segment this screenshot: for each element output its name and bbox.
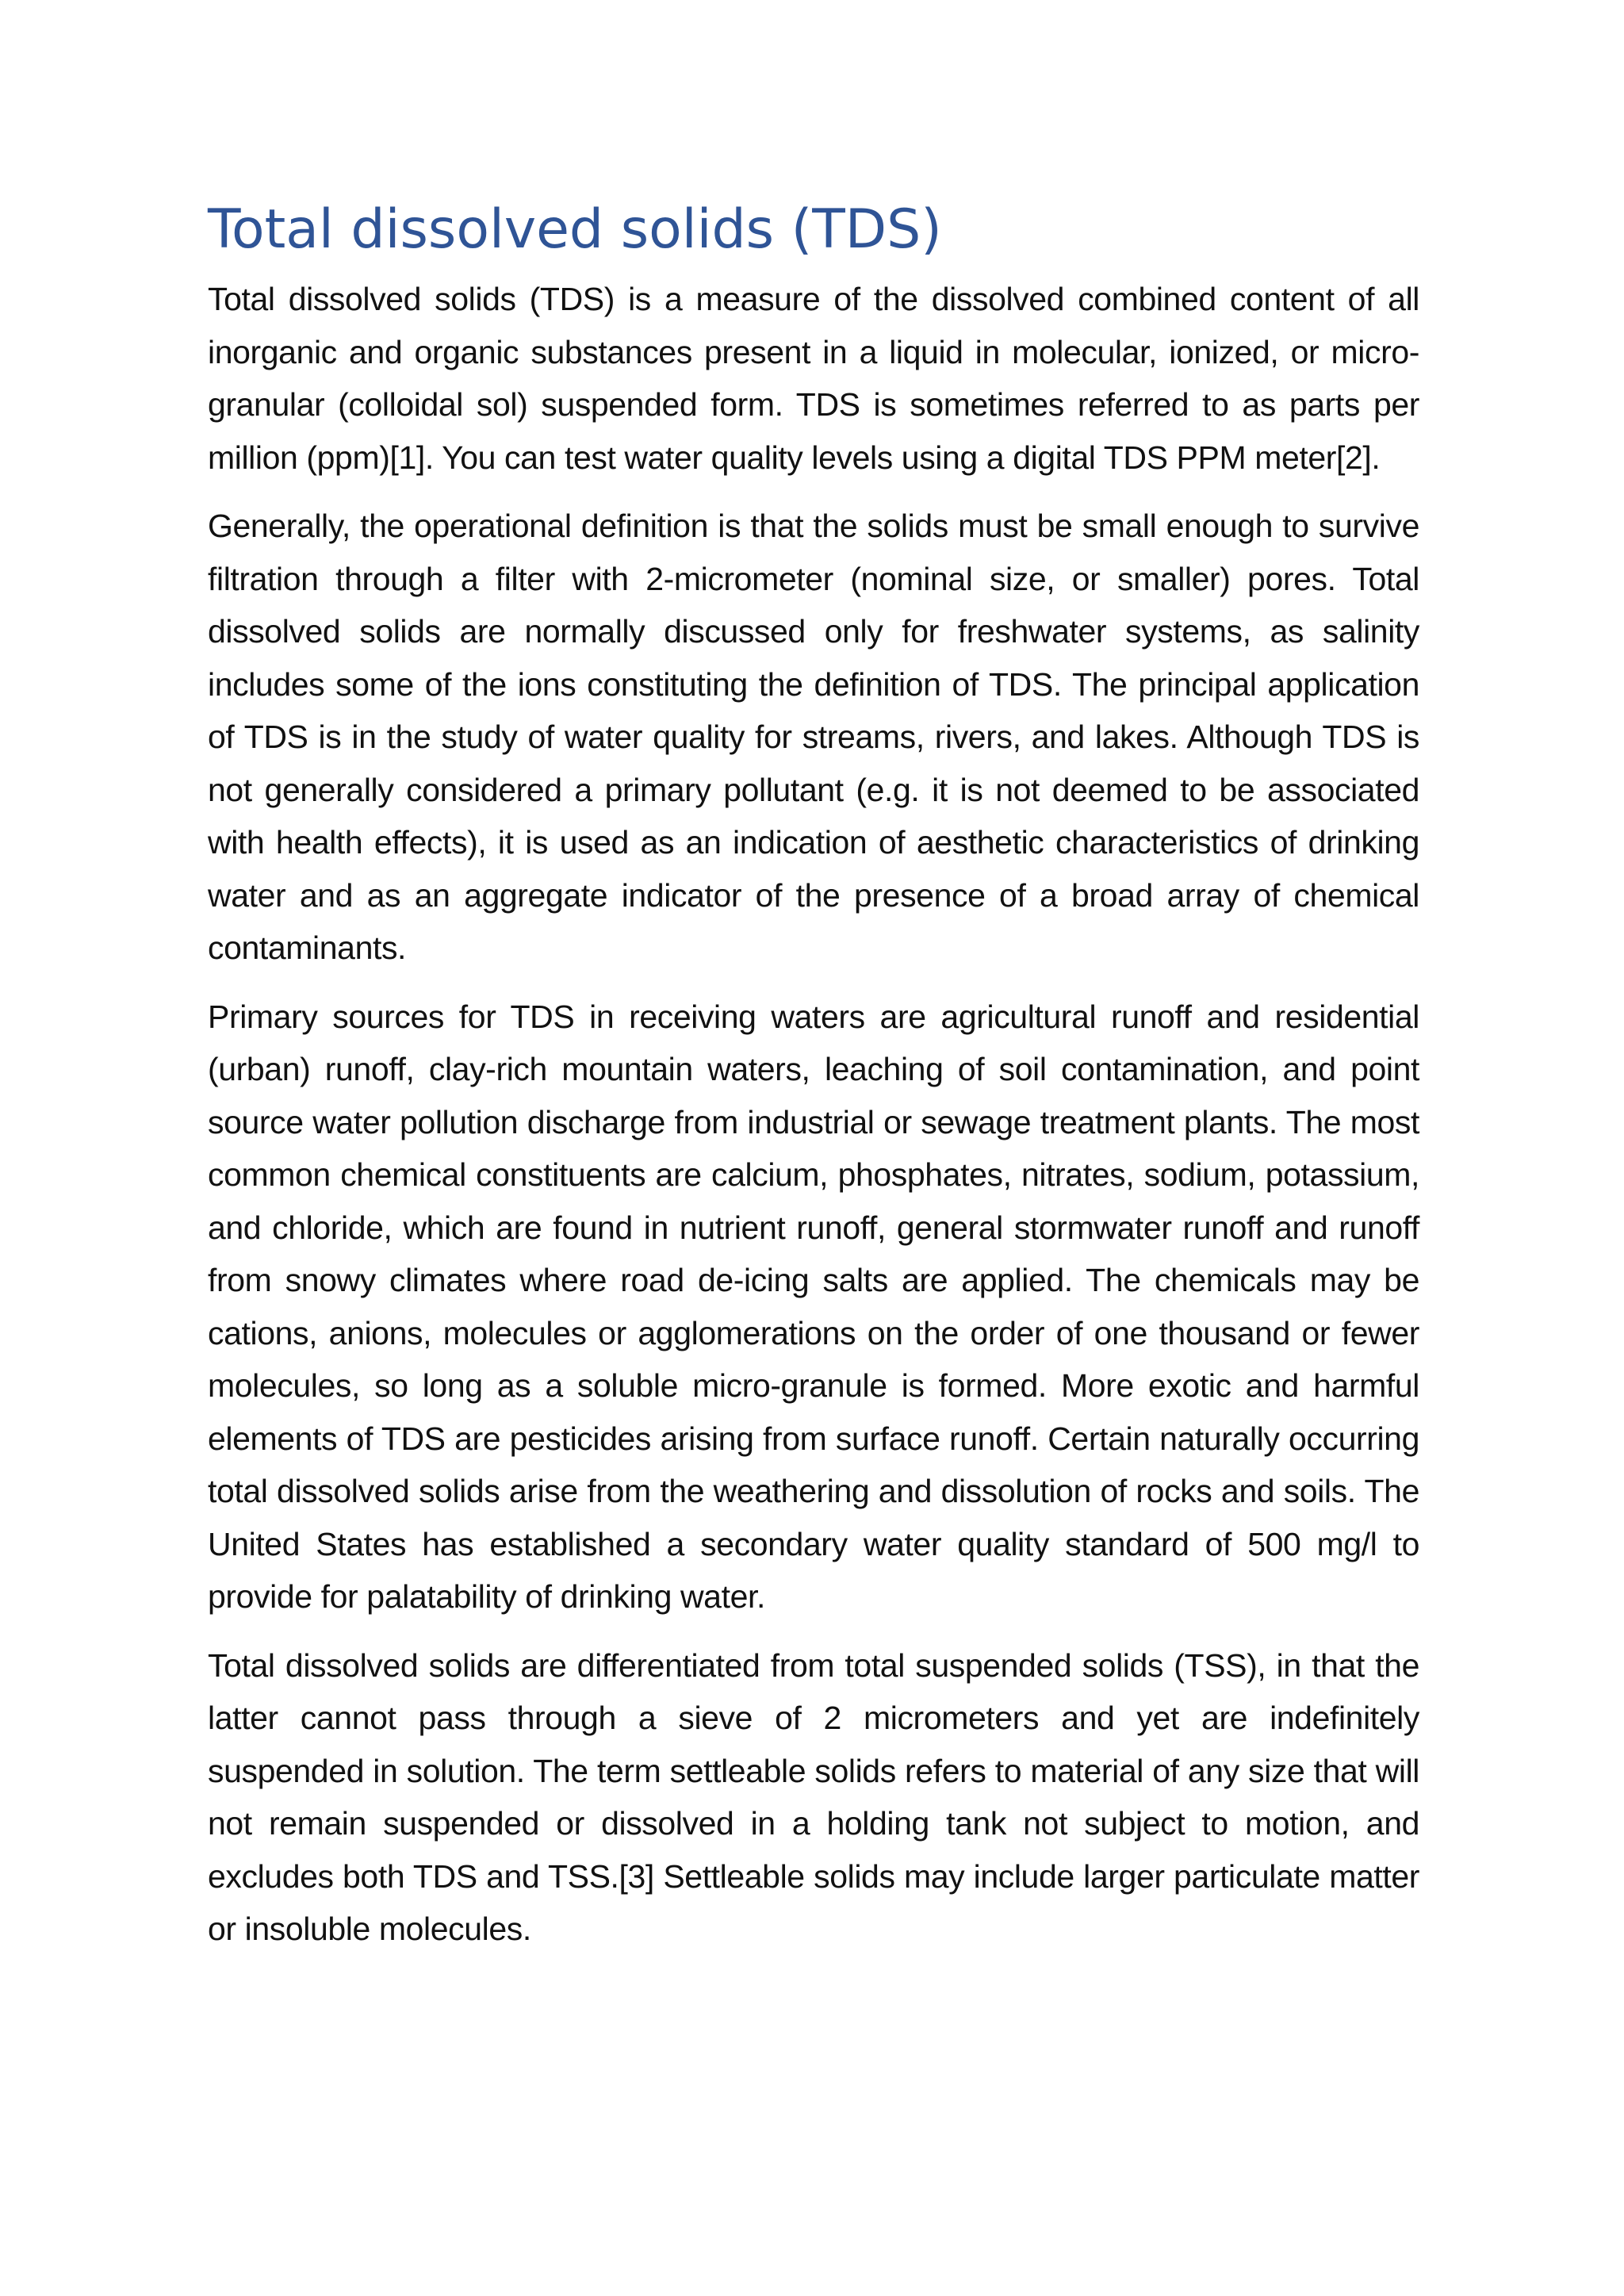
paragraph-operational-definition: Generally, the operational definition is that the solids must be small enough to survive filtration through a filter with 2-micrometer (nominal size, or smaller) pores. Total dissolved solids are normally discussed only for freshwater systems, as salinity includes some of the ions constituting the definition of TDS. The principal application of TDS is in the study of water quality for streams, rivers, and lakes. Although TDS is not generally considered a primary pollutant (e.g. it is not deemed to be associated with health effects), it is used as an indication of aesthetic characteristics of drinking water and as an aggregate indicator of the presence of a broad array of chemical contaminants. — [208, 508, 1419, 966]
paragraph-tss-comparison: Total dissolved solids are differentiated from total suspended solids (TSS), in that the latter cannot pass through a sieve of 2 micrometers and yet are indefinitely suspended in solution. The term settleable solids refers to material of any size that will not remain suspended or dissolved in a holding tank not subject to motion, and excludes both TDS and TSS.[3] Settleable solids may include larger particulate matter or insoluble molecules. — [208, 1646, 1419, 1947]
document-page — [208, 190, 1419, 1972]
paragraph-primary-sources: Primary sources for TDS in receiving waters are agricultural runoff and residential (urban) runoff, clay-rich mountain waters, leaching of soil contamination, and point source water pollution discharge from industrial or sewage treatment plants. The most common chemical constituents are calcium, phosphates, nitrates, sodium, potassium, and chloride, which are found in nutrient runoff, general stormwater runoff and runoff from snowy climates where road de-icing salts are applied. The chemicals may be cations, anions, molecules or agglomerations on the order of one thousand or fewer molecules, so long as a soluble micro-granule is formed. More exotic and harmful elements of TDS are pesticides arising from surface runoff. Certain naturally occurring total dissolved solids arise from the weathering and dissolution of rocks and soils. The United States has established a secondary water quality standard of 500 mg/l to provide for palatability of drinking water. — [208, 998, 1419, 1615]
paragraph-definition: Total dissolved solids (TDS) is a measure of the dissolved combined content of all inorganic and organic substances present in a liquid in molecular, ionized, or micro-granular (colloidal sol) suspended form. TDS is sometimes referred to as parts per million (ppm)[1]. You can test water quality levels using a digital TDS PPM meter[2]. — [208, 281, 1419, 476]
document-title: Total dissolved solids (TDS) — [208, 198, 942, 261]
